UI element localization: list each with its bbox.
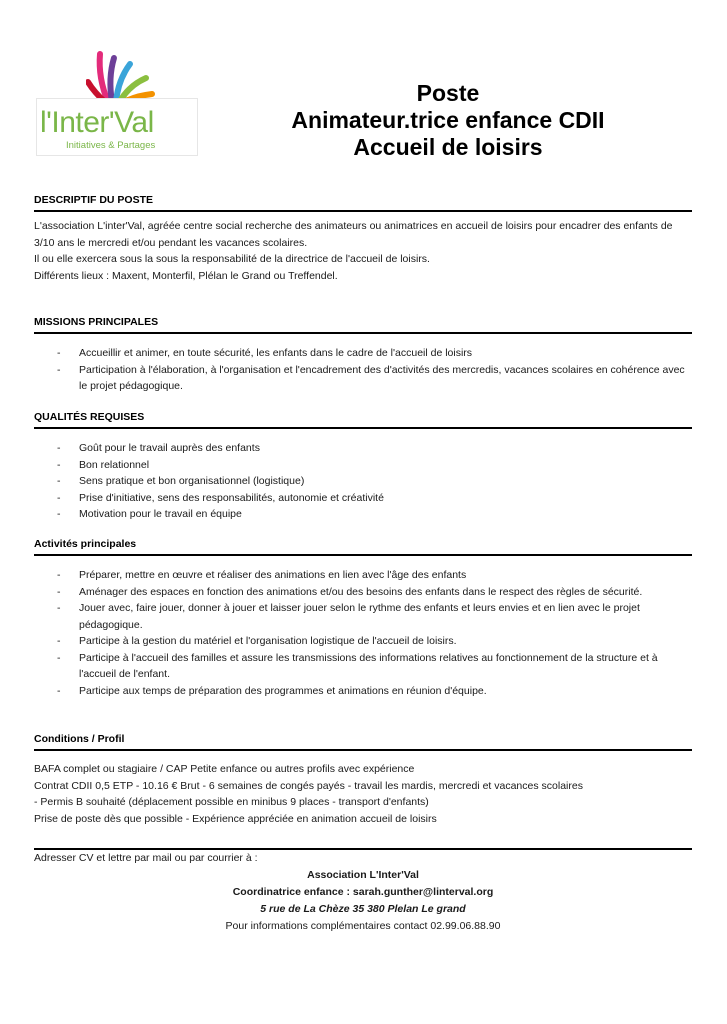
title-line-3: Accueil de loisirs [353, 134, 543, 160]
list-item: - Participation à l'élaboration, à l'organisation et l'encadrement des d'activités des mercredis, vacances scolaires en cohérence avec le projet pédagogique. [34, 362, 692, 395]
list-item: - Participe à la gestion du matériel et l'organisation logistique de l'accueil de loisirs. [34, 633, 692, 650]
footer-coordinator: Coordinatrice enfance : sarah.gunther@linterval.org [232, 886, 494, 898]
list-item: - Bon relationnel [34, 457, 692, 474]
paragraph: Il ou elle exercera sous la sous la responsabilité de la directrice de l'accueil de loisirs. [34, 253, 430, 265]
list-item: - Préparer, mettre en œuvre et réaliser des animations en lien avec l'âge des enfants [34, 567, 692, 584]
list-item: - Participe à l'accueil des familles et assure les transmissions des informations relatives au fonctionnement de la structure et à l'accueil de l'enfant. [34, 650, 692, 683]
title-line-2: Animateur.trice enfance CDII [291, 107, 605, 133]
footer-intro: Adresser CV et lettre par mail ou par courrier à : [34, 852, 258, 864]
paragraph: L'association L'inter'Val, agréée centre social recherche des animateurs ou animatrices en accueil de loisirs pour encadrer des enfants de 3/10 ans le mercredi et/ou pendant les vacances scolaires. [34, 220, 673, 249]
section-heading: DESCRIPTIF DU POSTE [34, 193, 692, 212]
logo-tagline: Initiatives & Partages [66, 140, 156, 151]
activites-list [34, 567, 692, 699]
condition-line: - Permis B souhaité (déplacement possible en minibus 9 places - transport d'enfants) [34, 796, 429, 808]
condition-line: BAFA complet ou stagiaire / CAP Petite enfance ou autres profils avec expérience [34, 763, 415, 775]
list-item: - Sens pratique et bon organisationnel (logistique) [34, 473, 692, 490]
list-item: - Participe aux temps de préparation des programmes et animations en réunion d'équipe. [34, 683, 692, 700]
linterval-logo [36, 48, 198, 156]
list-item: - Motivation pour le travail en équipe [34, 506, 692, 523]
section-body [34, 218, 692, 284]
section-heading: MISSIONS PRINCIPALES [34, 315, 692, 334]
section-conditions [34, 732, 692, 827]
list-item: - Accueillir et animer, en toute sécurité, les enfants dans le cadre de l'accueil de loisirs [34, 345, 692, 362]
footer-address: 5 rue de La Chèze 35 380 Plelan Le grand [260, 903, 466, 915]
section-heading: Conditions / Profil [34, 732, 692, 751]
list-item: - Goût pour le travail auprès des enfants [34, 440, 692, 457]
contact-footer [34, 848, 692, 935]
condition-line: Contrat CDII 0,5 ETP - 10.16 € Brut - 6 semaines de congés payés - travail les mardis, mercredi et vacances scolaires [34, 779, 583, 792]
list-item: - Jouer avec, faire jouer, donner à jouer et laisser jouer selon le rythme des enfants et leurs envies et en lien avec le projet pédagogique. [34, 600, 692, 633]
condition-line: Prise de poste dès que possible - Expérience appréciée en animation accueil de loisirs [34, 812, 437, 825]
section-body [34, 761, 692, 827]
footer-organization: Association L'Inter'Val [307, 869, 419, 881]
title-line-1: Poste [416, 80, 480, 106]
qualites-list [34, 440, 692, 523]
section-missions [34, 315, 692, 395]
section-heading: QUALITÉS REQUISES [34, 410, 692, 429]
section-qualites [34, 410, 692, 523]
logo-name: l'Inter'Val [40, 106, 154, 139]
missions-list [34, 345, 692, 395]
paragraph: Différents lieux : Maxent, Monterfil, Plélan le Grand ou Treffendel. [34, 269, 338, 282]
list-item: - Prise d'initiative, sens des responsabilités, autonomie et créativité [34, 490, 692, 507]
list-item: - Aménager des espaces en fonction des animations et/ou des besoins des enfants dans le respect des règles de sécurité. [34, 584, 692, 601]
section-activites [34, 537, 692, 699]
job-title [228, 80, 668, 161]
section-heading: Activités principales [34, 537, 692, 556]
footer-info: Pour informations complémentaires contact 02.99.06.88.90 [225, 920, 501, 932]
section-descriptif [34, 193, 692, 284]
